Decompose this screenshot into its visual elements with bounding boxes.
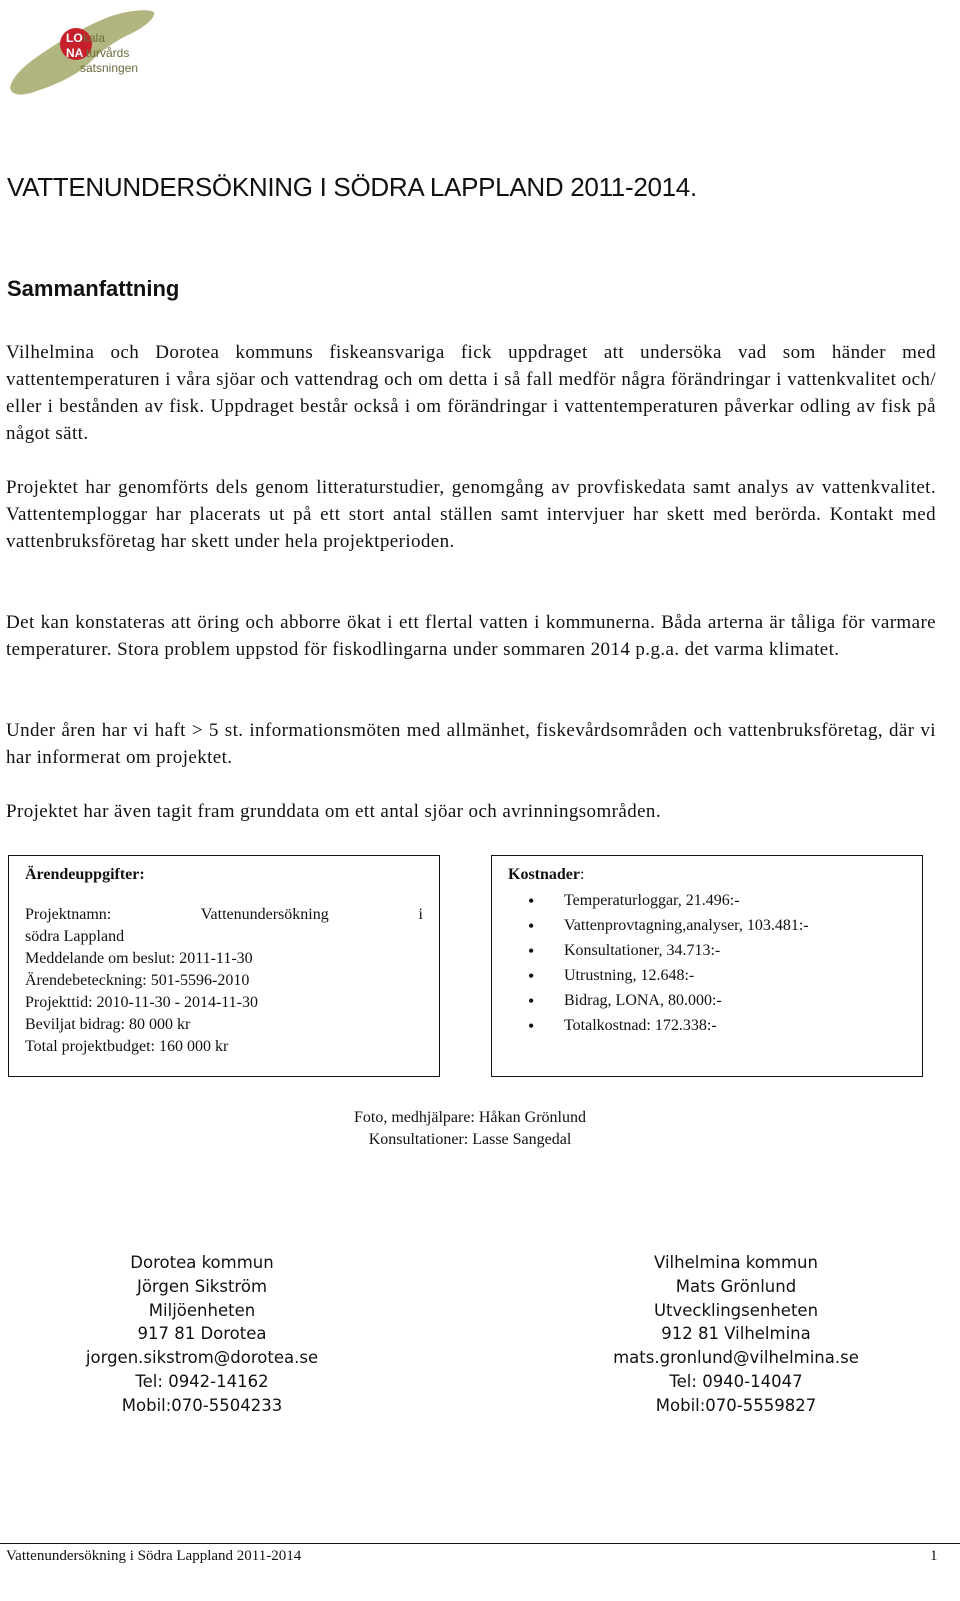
logo-text-kala: kala: [83, 31, 106, 45]
granted-amount: Beviljat bidrag: 80 000 kr: [25, 1016, 191, 1033]
paragraph-5: Projektet har även tagit fram grunddata om ett antal sjöar och avrinningsområden.: [6, 801, 661, 822]
contact-vilhelmina: [586, 1251, 886, 1418]
logo-text-lo: LO: [66, 31, 83, 45]
contact-name: Jörgen Sikström: [136, 1276, 268, 1296]
cost-item-equipment: • Utrustning, 12.648:-: [564, 965, 906, 987]
costs-box: [491, 855, 923, 1077]
case-details-heading: Ärendeuppgifter:: [25, 866, 145, 883]
contact-dorotea: [52, 1251, 352, 1418]
consultation-credit: Konsultationer: Lasse Sangedal: [368, 1131, 572, 1148]
contact-tel: Tel: 0940-14047: [669, 1371, 803, 1391]
case-number: Ärendebeteckning: 501-5596-2010: [25, 972, 250, 989]
project-period: Projekttid: 2010-11-30 - 2014-11-30: [25, 994, 259, 1011]
paragraph-3: Det kan konstateras att öring och abborre ökat i ett flertal vatten i kommunerna. Båda arterna är tåliga för varmare temperaturer. Stora problem uppstod för fiskodlingarna under sommaren 2014 p.g.a. det varma klimatet.: [6, 612, 936, 660]
contact-mobile: Mobil:070-5504233: [121, 1395, 283, 1415]
summary-heading: Sammanfattning: [7, 276, 180, 301]
cost-item-consultations: • Konsultationer, 34.713:-: [564, 940, 906, 962]
paragraph-1: Vilhelmina och Dorotea kommuns fiskeansvariga fick uppdraget att undersöka vad som händer med vattentemperaturen i våra sjöar och vattendrag och om detta i så fall medför några förändringar i vattenkvalitet och/ eller i bestånden av fisk. Uppdraget består också i om förändringar i vattentemperaturen påverkar odling av fisk på något sätt.: [6, 342, 936, 444]
contact-email: jorgen.sikstrom@dorotea.se: [85, 1348, 319, 1368]
logo-text-na: NA: [66, 46, 84, 60]
photo-credit: Foto, medhjälpare: Håkan Grönlund: [354, 1109, 586, 1126]
paragraph-4: Under åren har vi haft > 5 st. informationsmöten med allmänhet, fiskevårdsområden och vattenbruksföretag, där vi har informerat om projektet.: [6, 720, 936, 768]
cost-item-grant: • Bidrag, LONA, 80.000:-: [564, 990, 906, 1012]
contact-tel: Tel: 0942-14162: [135, 1371, 269, 1391]
contact-dept: Utvecklingsenheten: [653, 1300, 819, 1320]
cost-item-temperature-loggers: • Temperaturloggar, 21.496:-: [564, 890, 906, 912]
cost-item-water-sampling: • Vattenprovtagning,analyser, 103.481:-: [564, 915, 906, 937]
contact-org: Dorotea kommun: [130, 1253, 274, 1272]
credits: [0, 1107, 940, 1151]
costs-list: [508, 890, 906, 1037]
contact-email: mats.gronlund@vilhelmina.se: [613, 1348, 859, 1368]
contact-address: 917 81 Dorotea: [137, 1324, 267, 1344]
costs-heading-label: Kostnader: [508, 866, 580, 883]
costs-heading-colon: :: [580, 866, 585, 883]
logo-text-satsningen: satsningen: [80, 61, 139, 75]
total-budget: Total projektbudget: 160 000 kr: [25, 1038, 229, 1055]
decision-date: Meddelande om beslut: 2011-11-30: [25, 950, 253, 967]
costs-heading: [508, 864, 906, 886]
lona-logo: [6, 6, 156, 96]
contact-dept: Miljöenheten: [148, 1300, 256, 1320]
page-number: 1: [930, 1548, 938, 1564]
footer-document-name: Vattenundersökning i Södra Lappland 2011-2014: [6, 1548, 302, 1564]
contact-name: Mats Grönlund: [675, 1276, 797, 1296]
contact-org: Vilhelmina kommun: [654, 1253, 818, 1272]
contact-mobile: Mobil:070-5559827: [655, 1395, 817, 1415]
cost-item-total: • Totalkostnad: 172.338:-: [564, 1015, 906, 1037]
project-name-line: Projektnamn: Vattenundersökning i: [25, 906, 423, 923]
document-title: VATTENUNDERSÖKNING I SÖDRA LAPPLAND 2011-2014.: [7, 172, 697, 202]
case-details-box: [8, 855, 440, 1077]
contact-address: 912 81 Vilhelmina: [661, 1324, 811, 1344]
footer-divider: [0, 1543, 960, 1544]
paragraph-2: Projektet har genomförts dels genom litteraturstudier, genomgång av provfiskedata samt analys av vattenkvalitet. Vattentemploggar har placerats ut på ett stort antal ställen samt intervjuer har skett med berörda. Kontakt med vattenbruksföretag har skett under hela projektperioden.: [6, 477, 936, 552]
project-name-continued: södra Lappland: [25, 928, 125, 945]
logo-text-turvards: turvårds: [86, 46, 130, 60]
